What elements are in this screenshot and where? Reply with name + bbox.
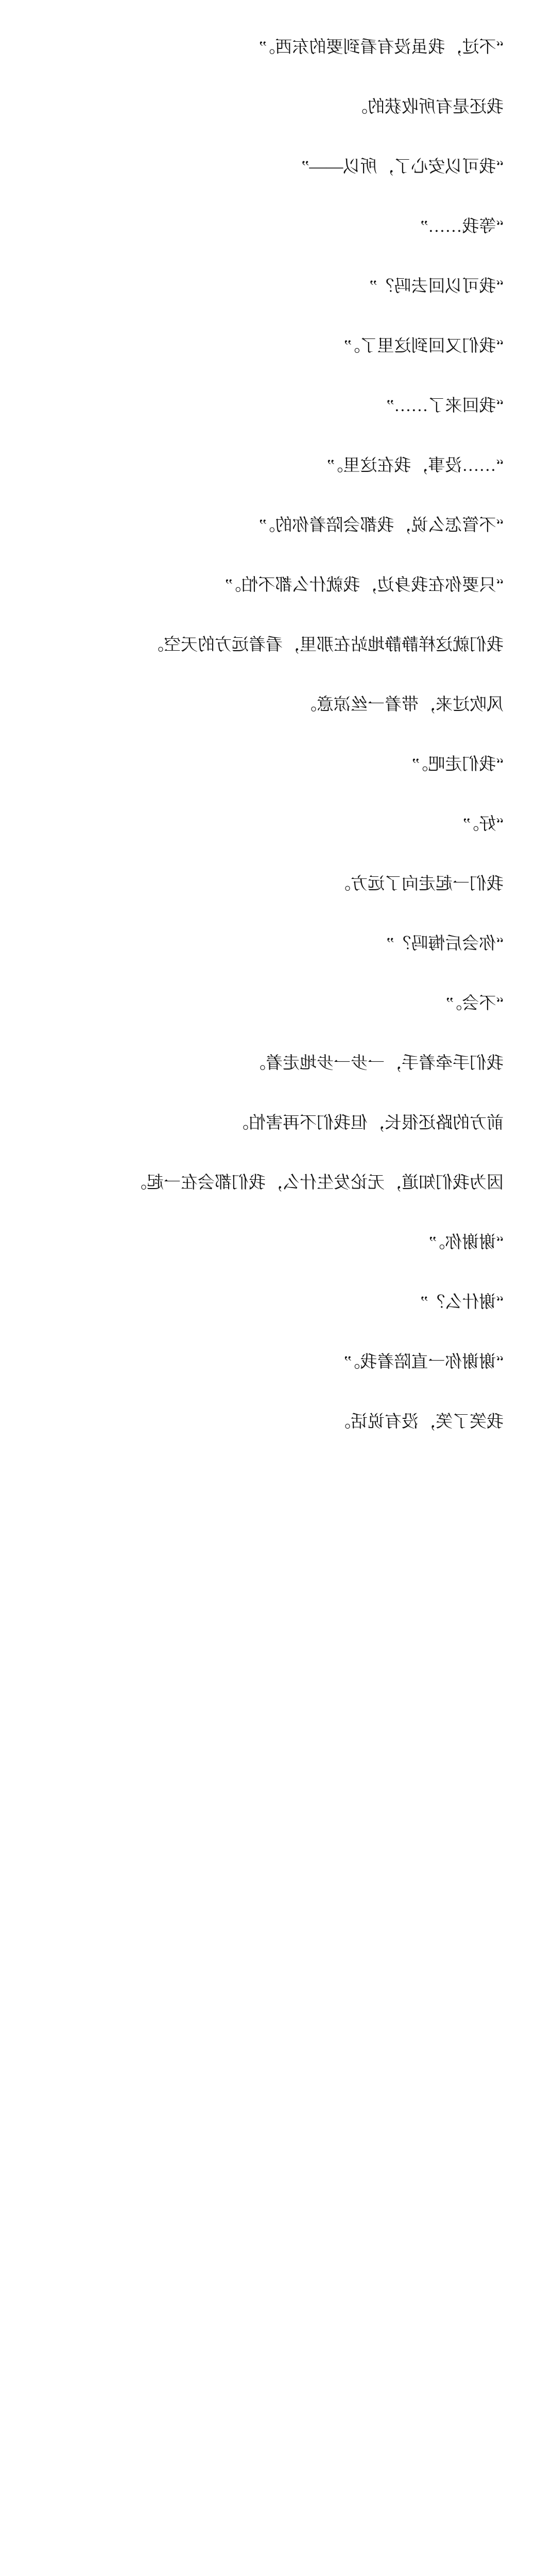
paragraph: “只要你在我身边，我就什么都不怕。” (225, 576, 504, 595)
paragraph: “我回来了……” (386, 397, 504, 415)
paragraph: “不管怎么说，我都会陪着你的。” (259, 516, 504, 535)
paragraph: “我可以安心了，所以——” (301, 158, 504, 176)
paragraph: “你会后悔吗？” (386, 935, 504, 953)
paragraph: “不会。” (446, 994, 504, 1013)
paragraph: “等我……” (420, 217, 504, 236)
paragraph: 前方的路还很长，但我们不再害怕。 (232, 1114, 504, 1132)
paragraph: 因为我们知道，无论发生什么，我们都会在一起。 (130, 1174, 504, 1192)
paragraph: 我们一起走向了远方。 (334, 875, 504, 893)
paragraph: 我笑了笑，没有说话。 (334, 1413, 504, 1431)
paragraph: 风吹过来，带着一丝凉意。 (300, 696, 504, 714)
paragraph: 我们手牵着手，一步一步地走着。 (249, 1054, 504, 1073)
paragraph: “谢谢你一直陪着我。” (344, 1353, 504, 1371)
paragraph: “我们又回到这里了。” (344, 337, 504, 355)
paragraph: “我可以回去吗？” (369, 277, 504, 296)
paragraph: “……没事，我在这里。” (327, 456, 504, 475)
paragraph: “我们走吧。” (412, 755, 504, 774)
paragraph: 我还是有所收获的。 (351, 98, 504, 116)
paragraph: “谢什么？” (420, 1293, 504, 1312)
paragraph: “不过，我虽没有看到要的东西。” (259, 38, 504, 57)
paragraph: “好。” (463, 815, 504, 834)
paragraph: “谢谢你。” (429, 1233, 504, 1252)
paragraph: 我们就这样静静地站在那里，看着远方的天空。 (147, 636, 504, 654)
